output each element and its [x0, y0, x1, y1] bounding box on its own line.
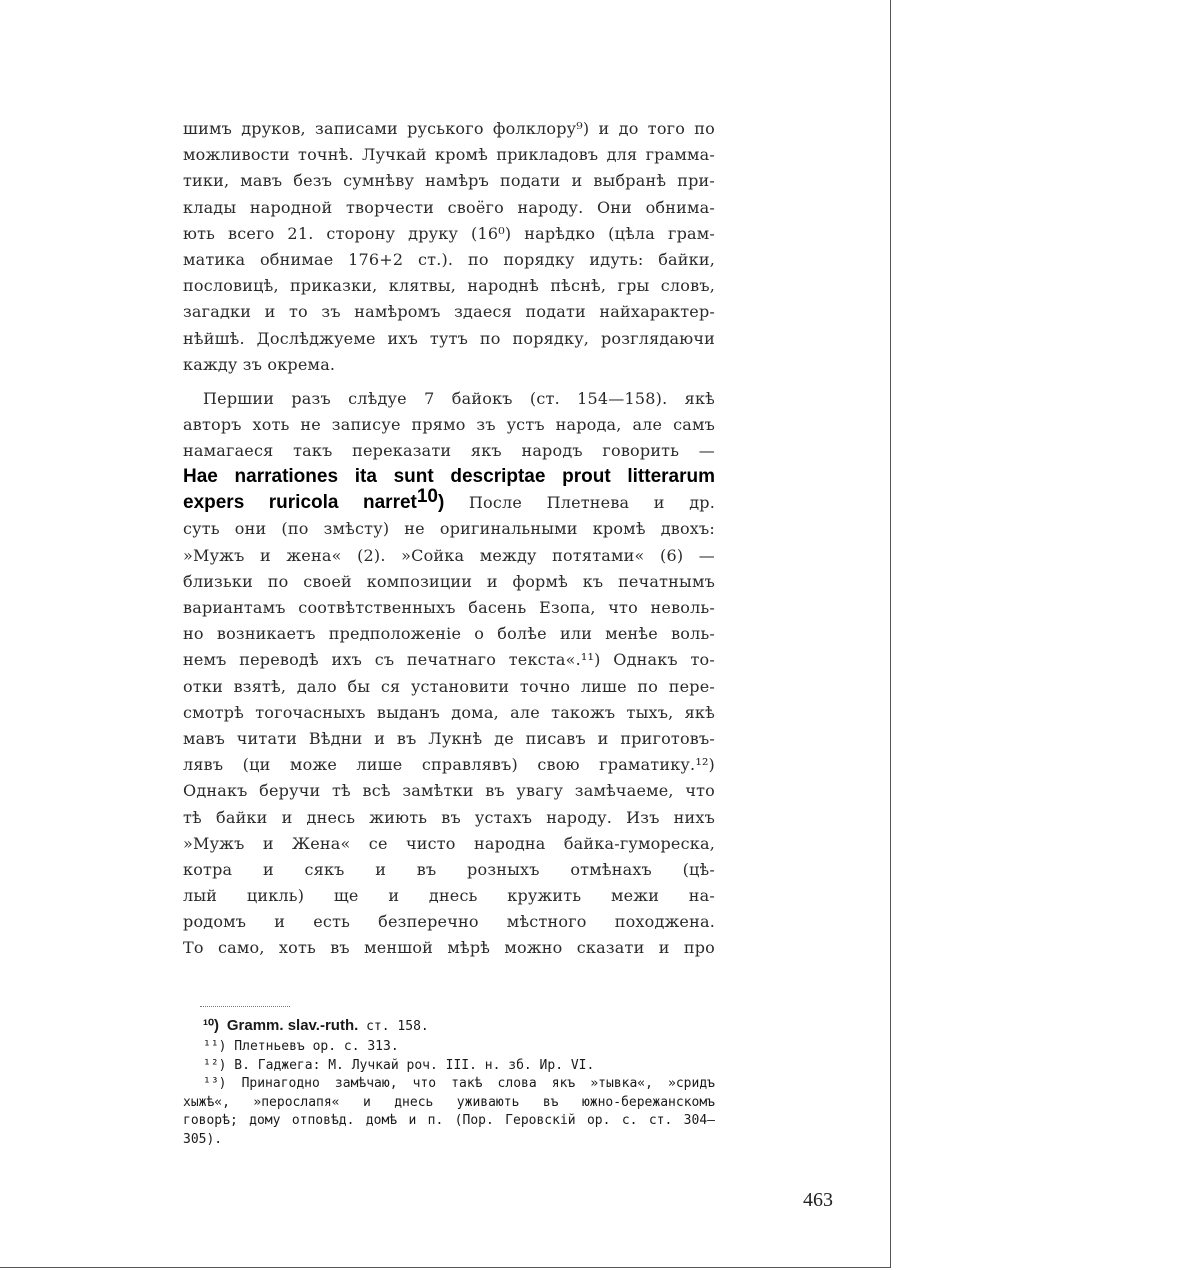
latin-quote-line-2 [183, 486, 715, 516]
latin-quote-line: Hae narrationes ita sunt descriptae prout litterarum [183, 466, 715, 488]
text-line: лявъ (ци може лише справлявъ) свою граматику.¹²) [183, 755, 715, 775]
text-line: немъ переводѣ ихъ съ печатнаго текста«.¹¹) Однакъ то- [183, 650, 715, 670]
text-line: тѣ байки и днесь жиють въ устахъ народу. Изъ нихъ [183, 807, 715, 827]
footnotes [183, 1014, 715, 1149]
footnote-separator [200, 1006, 290, 1007]
text-line: пословицѣ, приказки, клятвы, народнѣ пѣснѣ, гры словъ, [183, 276, 715, 296]
text-line: можливости точнѣ. Лучкай кромѣ прикладовъ для грамма- [183, 145, 715, 165]
footnote-text: ст. 158. [366, 1019, 429, 1034]
text-fragment: После Плетнева и др. [468, 493, 715, 513]
text-line: Однакъ беручи тѣ всѣ замѣтки въ увагу замѣчаеме, что [183, 781, 715, 801]
text-line: авторъ хоть не записуе прямо зъ устъ народа, але самъ [183, 415, 715, 435]
text-line: клады народной творчести своёго народу. Они обнима- [183, 197, 715, 217]
latin-quote-paren: ) [438, 492, 445, 514]
footnote-ref: 10 [416, 486, 438, 508]
text-line: смотрѣ тогочасныхъ выданъ дома, але такожъ тыхъ, якѣ [183, 702, 715, 722]
text-line: суть они (по змѣсту) не оригинальными кромѣ двохъ: [183, 519, 715, 539]
text-line: мавъ читати Вѣдни и въ Лукнѣ де писавъ и приготовъ- [183, 728, 715, 748]
text-line: родомъ и есть безперечно мѣстного походжена. [183, 912, 715, 932]
text-line: котра и сякъ и въ розныхъ отмѣнахъ (цѣ- [183, 859, 715, 879]
footnote-citation: Gramm. slav.-ruth. [226, 1017, 359, 1034]
footnote-13-end: 305). [183, 1131, 223, 1147]
text-line: нѣйшѣ. Дослѣджуеме ихъ тутъ по порядку, розглядаючи [183, 328, 715, 348]
text-line: ють всего 21. сторону друку (16⁰) нарѣдко (цѣла грам- [183, 223, 715, 243]
text-line: тики, мавъ безъ сумнѣву намѣръ подати и выбранѣ при- [183, 171, 715, 191]
text-line: отки взятѣ, дало бы ся установити точно лише по пере- [183, 676, 715, 696]
text-line: »Мужъ и Жена« се чисто народна байка-гумореска, [183, 833, 715, 853]
footnote-number: ¹⁰) [203, 1017, 220, 1034]
text-line: близьки по своей композиции и формѣ къ печатнымъ [183, 571, 715, 591]
text-line: намагаеся такъ переказати якъ народъ говорить — [183, 441, 715, 461]
footnote-10 [183, 1014, 715, 1038]
text-line: шимъ друков, записами руського фолклору⁹) и до того по [183, 119, 715, 138]
footnote-13: ¹³) Принагодно замѣчаю, что такѣ слова якъ »тывка«, »сридъ [203, 1076, 715, 1091]
text-line: матика обнимае 176+2 ст.). по порядку идуть: байки, [183, 249, 715, 269]
footnote-13-cont: говорѣ; дому отповѣд. домѣ и п. (Пор. Геровскій ор. с. ст. 304— [183, 1113, 715, 1128]
text-line: вариантамъ соотвѣтственныхъ басень Езопа, что неволь- [183, 598, 715, 617]
page-number: 463 [803, 1189, 833, 1211]
main-text [183, 116, 715, 962]
footnote-11: ¹¹) Плетньевъ ор. с. 313. [203, 1039, 399, 1054]
footnote-13-cont: хыжѣ«, »перослапя« и днесь уживають въ южно-бережанскомъ [183, 1094, 715, 1110]
latin-quote: expers ruricola narret [183, 492, 417, 514]
text-line: »Мужъ и жена« (2). »Сойка между потятами« (6) — [183, 545, 715, 565]
text-line: То само, хоть въ меншой мѣрѣ можно сказати и про [183, 938, 715, 958]
text-line: лый цикль) ще и днесь кружить межи на- [183, 886, 715, 906]
footnote-12: ¹²) В. Гаджега: М. Лучкай роч. III. н. зб. Ир. VI. [203, 1057, 595, 1073]
paragraph-gap [183, 378, 715, 386]
text-line: кажду зъ окрема. [183, 354, 336, 374]
text-line: Першии разъ слѣдуе 7 байокъ (ст. 154—158). якѣ [203, 388, 715, 408]
text-line: но возникаетъ предположенie о болѣе или менѣе воль- [183, 624, 715, 644]
text-line: загадки и то зъ намѣромъ здаеся подати найхарактер- [183, 302, 715, 322]
